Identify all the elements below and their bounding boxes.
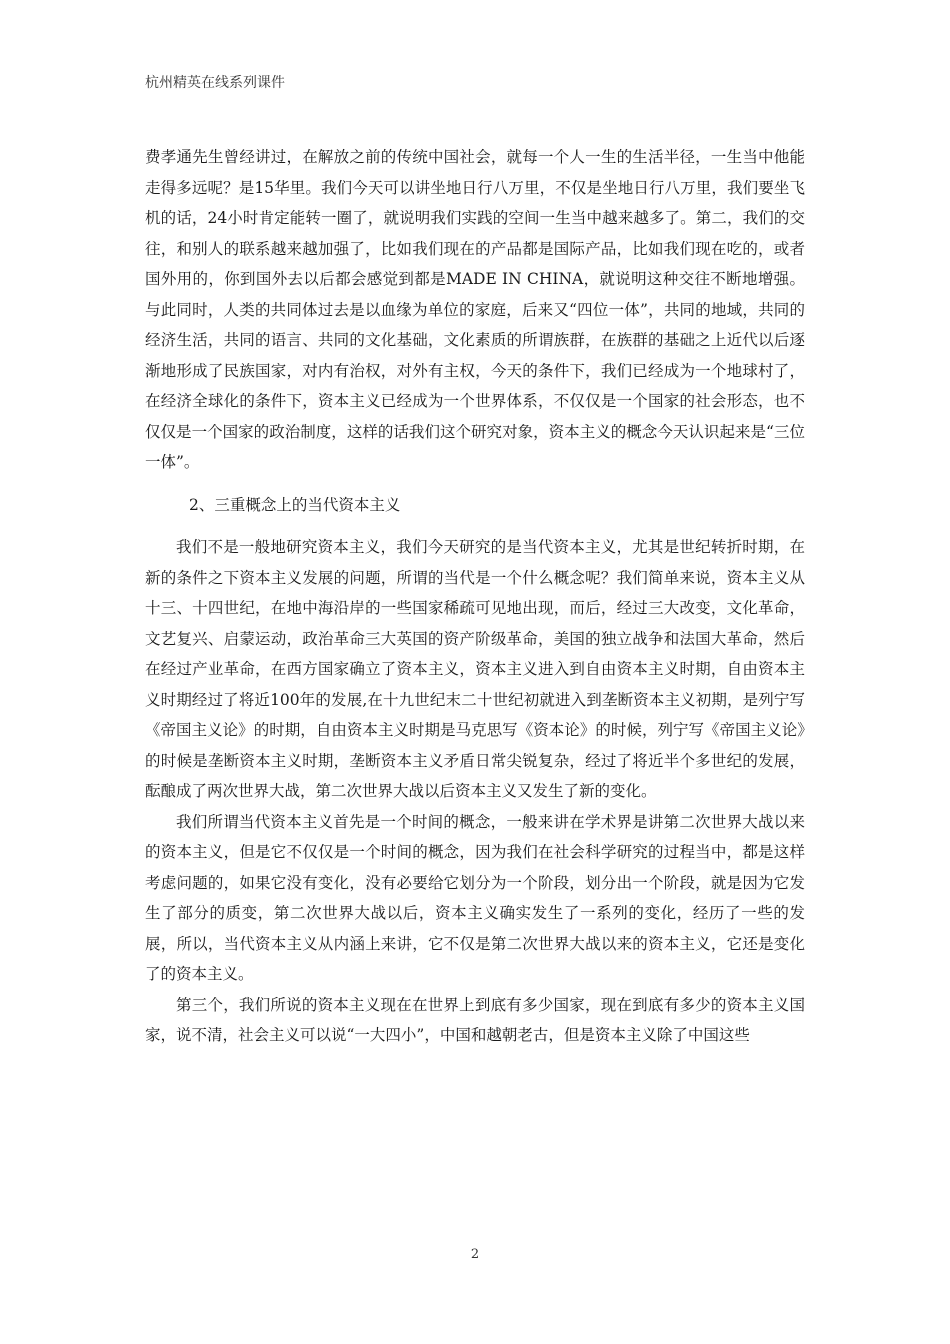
paragraph-2: 我们不是一般地研究资本主义，我们今天研究的是当代资本主义，尤其是世纪转折时期，在新的条件之下资本主义发展的问题，所谓的当代是一个什么概念呢？我们简单来说，资本主义从十三、十四世纪，在地中海沿岸的一些国家稀疏可见地出现，而后，经过三大改变，文化革命，文艺复兴、启蒙运动，政治革命三大英国的资产阶级革命，美国的独立战争和法国大革命，然后在经过产业革命，在西方国家确立了资本主义，资本主义进入到自由资本主义时期，自由资本主义时期经过了将近100年的发展,在十九世纪末二十世纪初就进入到垄断资本主义初期，是列宁写《帝国主义论》的时期，自由资本主义时期是马克思写《资本论》的时候，列宁写《帝国主义论》的时候是垄断资本主义时期，垄断资本主义矛盾日常尖锐复杂，经过了将近半个多世纪的发展，酝酿成了两次世界大战，第二次世界大战以后资本主义又发生了新的变化。 — [145, 538, 805, 800]
document-body — [145, 142, 805, 1051]
paragraph-3: 我们所谓当代资本主义首先是一个时间的概念，一般来讲在学术界是讲第二次世界大战以来的资本主义，但是它不仅仅是一个时间的概念，因为我们在社会科学研究的过程当中，都是这样考虑问题的，如果它没有变化，没有必要给它划分为一个阶段，划分出一个阶段，就是因为它发生了部分的质变，第二次世界大战以后，资本主义确实发生了一系列的变化，经历了一些的发展，所以，当代资本主义从内涵上来讲，它不仅是第二次世界大战以来的资本主义，它还是变化了的资本主义。 — [145, 812, 805, 983]
paragraph-1: 费孝通先生曾经讲过，在解放之前的传统中国社会，就每一个人一生的生活半径，一生当中他能走得多远呢？是15华里。我们今天可以讲坐地日行八万里，不仅是坐地日行八万里，我们要坐飞机的话，24小时肯定能转一圈了，就说明我们实践的空间一生当中越来越多了。第二，我们的交往，和别人的联系越来越加强了，比如我们现在的产品都是国际产品，比如我们现在吃的，或者国外用的，你到国外去以后都会感觉到都是MADE IN CHINA，就说明这种交往不断地增强。与此同时，人类的共同体过去是以血缘为单位的家庭，后来又“四位一体”，共同的地域，共同的经济生活，共同的语言、共同的文化基础，文化素质的所谓族群，在族群的基础之上近代以后逐渐地形成了民族国家，对内有治权，对外有主权，今天的条件下，我们已经成为一个地球村了，在经济全球化的条件下，资本主义已经成为一个世界体系，不仅仅是一个国家的社会形态，也不仅仅是一个国家的政治制度，这样的话我们这个研究对象，资本主义的概念今天认识起来是“三位一体”。 — [145, 148, 805, 471]
page-number: 2 — [470, 1247, 480, 1262]
page-header: 杭州精英在线系列课件 — [145, 75, 285, 91]
paragraph-4: 第三个，我们所说的资本主义现在在世界上到底有多少国家，现在到底有多少的资本主义国家，说不清，社会主义可以说“一大四小”，中国和越朝老古，但是资本主义除了中国这些 — [145, 995, 805, 1044]
section-heading: 2、三重概念上的当代资本主义 — [189, 495, 401, 514]
